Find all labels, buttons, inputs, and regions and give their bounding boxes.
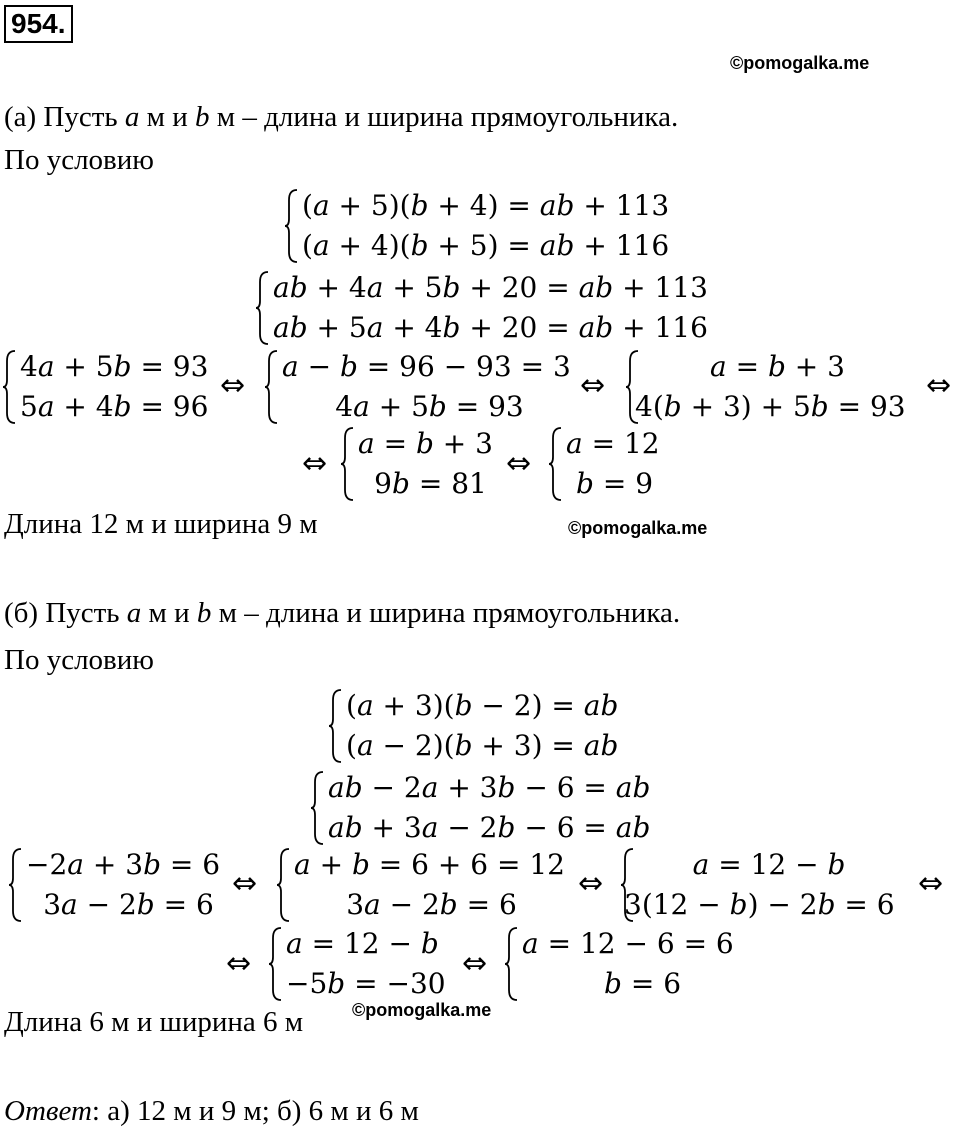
part-b-sys7-row2: b = 6 [604,967,682,1000]
part-a-sys5-row2: 4(b + 3) + 5b = 93 [635,390,906,423]
iff-symbol: ⇔ [926,368,952,403]
answer-text: : а) 12 м и 9 м; б) 6 м и 6 м [91,1095,419,1127]
part-b-condition: По условию [4,644,154,676]
part-a-system-1 [284,186,704,266]
iff-symbol: ⇔ [302,446,328,481]
part-a-sys6-row1: a = b + 3 [358,427,493,460]
part-a-sys3-row1: 4a + 5b = 93 [20,350,209,383]
part-b-system-5 [620,845,920,925]
part-b-sys5-row1: a = 12 − b [692,848,846,881]
part-b-system-2 [310,768,670,848]
part-a-system-3 [2,347,217,427]
part-a-system-2 [255,268,725,348]
part-b-sys2-row2: ab + 3a − 2b − 6 = ab [328,811,651,844]
part-a-system-4 [264,347,584,427]
part-b-sys3-row1: −2a + 3b = 6 [26,848,221,881]
part-a-sys4-row1: a − b = 96 − 93 = 3 [282,350,571,383]
iff-symbol: ⇔ [462,946,488,981]
part-b-sys3-row2: 3a − 2b = 6 [43,888,214,921]
part-b-sys1-row2: (a − 2)(b + 3) = ab [346,729,619,762]
part-b-sys4-row2: 3a − 2b = 6 [346,888,517,921]
part-b-sys6-row2: −5b = −30 [286,967,446,1000]
iff-symbol: ⇔ [918,866,944,901]
watermark-top: ©pomogalka.me [730,53,870,73]
iff-symbol: ⇔ [580,368,606,403]
part-b-system-1 [328,686,648,766]
part-b-sys2-row1: ab − 2a + 3b − 6 = ab [328,771,651,804]
part-b-sys4-row1: a + b = 6 + 6 = 12 [294,848,565,881]
part-a-system-6 [340,424,510,504]
part-a-sys5-row1: a = b + 3 [710,350,845,383]
answer-label: Ответ [4,1095,92,1127]
iff-symbol: ⇔ [506,446,532,481]
iff-symbol: ⇔ [232,866,258,901]
problem-number: 954. [4,5,73,43]
part-a-sys1-row2: (a + 4)(b + 5) = ab + 116 [302,229,670,262]
part-b-system-4 [276,845,576,925]
part-a-intro: (а) Пусть a м и b м – длина и ширина прямоугольника. [4,101,679,133]
part-a-sys7-row1: a = 12 [566,427,660,460]
part-a-sys1-row1: (a + 5)(b + 4) = ab + 113 [302,189,670,222]
part-a-sys6-row2: 9b = 81 [374,467,487,500]
part-a-sys3-row2: 5a + 4b = 96 [20,390,209,423]
iff-symbol: ⇔ [220,368,246,403]
iff-symbol: ⇔ [578,866,604,901]
answer-line [4,1095,419,1127]
part-b-sys1-row1: (a + 3)(b − 2) = ab [346,689,619,722]
part-a-result: Длина 12 м и ширина 9 м [4,508,318,540]
part-a-sys7-row2: b = 9 [576,467,654,500]
part-b-result: Длина 6 м и ширина 6 м [4,1006,304,1038]
part-a-sys4-row2: 4a + 5b = 93 [335,390,524,423]
part-a-system-7 [548,424,678,504]
part-b-system-7 [504,924,754,1004]
part-a-condition: По условию [4,144,154,176]
part-b-system-6 [268,924,468,1004]
part-b-system-3 [8,845,233,925]
part-b-intro: (б) Пусть a м и b м – длина и ширина прямоугольника. [4,597,681,629]
watermark-middle: ©pomogalka.me [568,518,708,538]
part-b-sys6-row1: a = 12 − b [286,927,439,960]
part-a-sys2-row2: ab + 5a + 4b + 20 = ab + 116 [273,311,708,344]
part-a-sys2-row1: ab + 4a + 5b + 20 = ab + 113 [273,271,708,304]
part-b-sys7-row1: a = 12 − 6 = 6 [522,927,734,960]
iff-symbol: ⇔ [226,946,252,981]
part-a-system-5 [625,347,925,427]
watermark-bottom: ©pomogalka.me [352,1000,492,1020]
part-b-sys5-row2: 3(12 − b) − 2b = 6 [624,888,895,921]
